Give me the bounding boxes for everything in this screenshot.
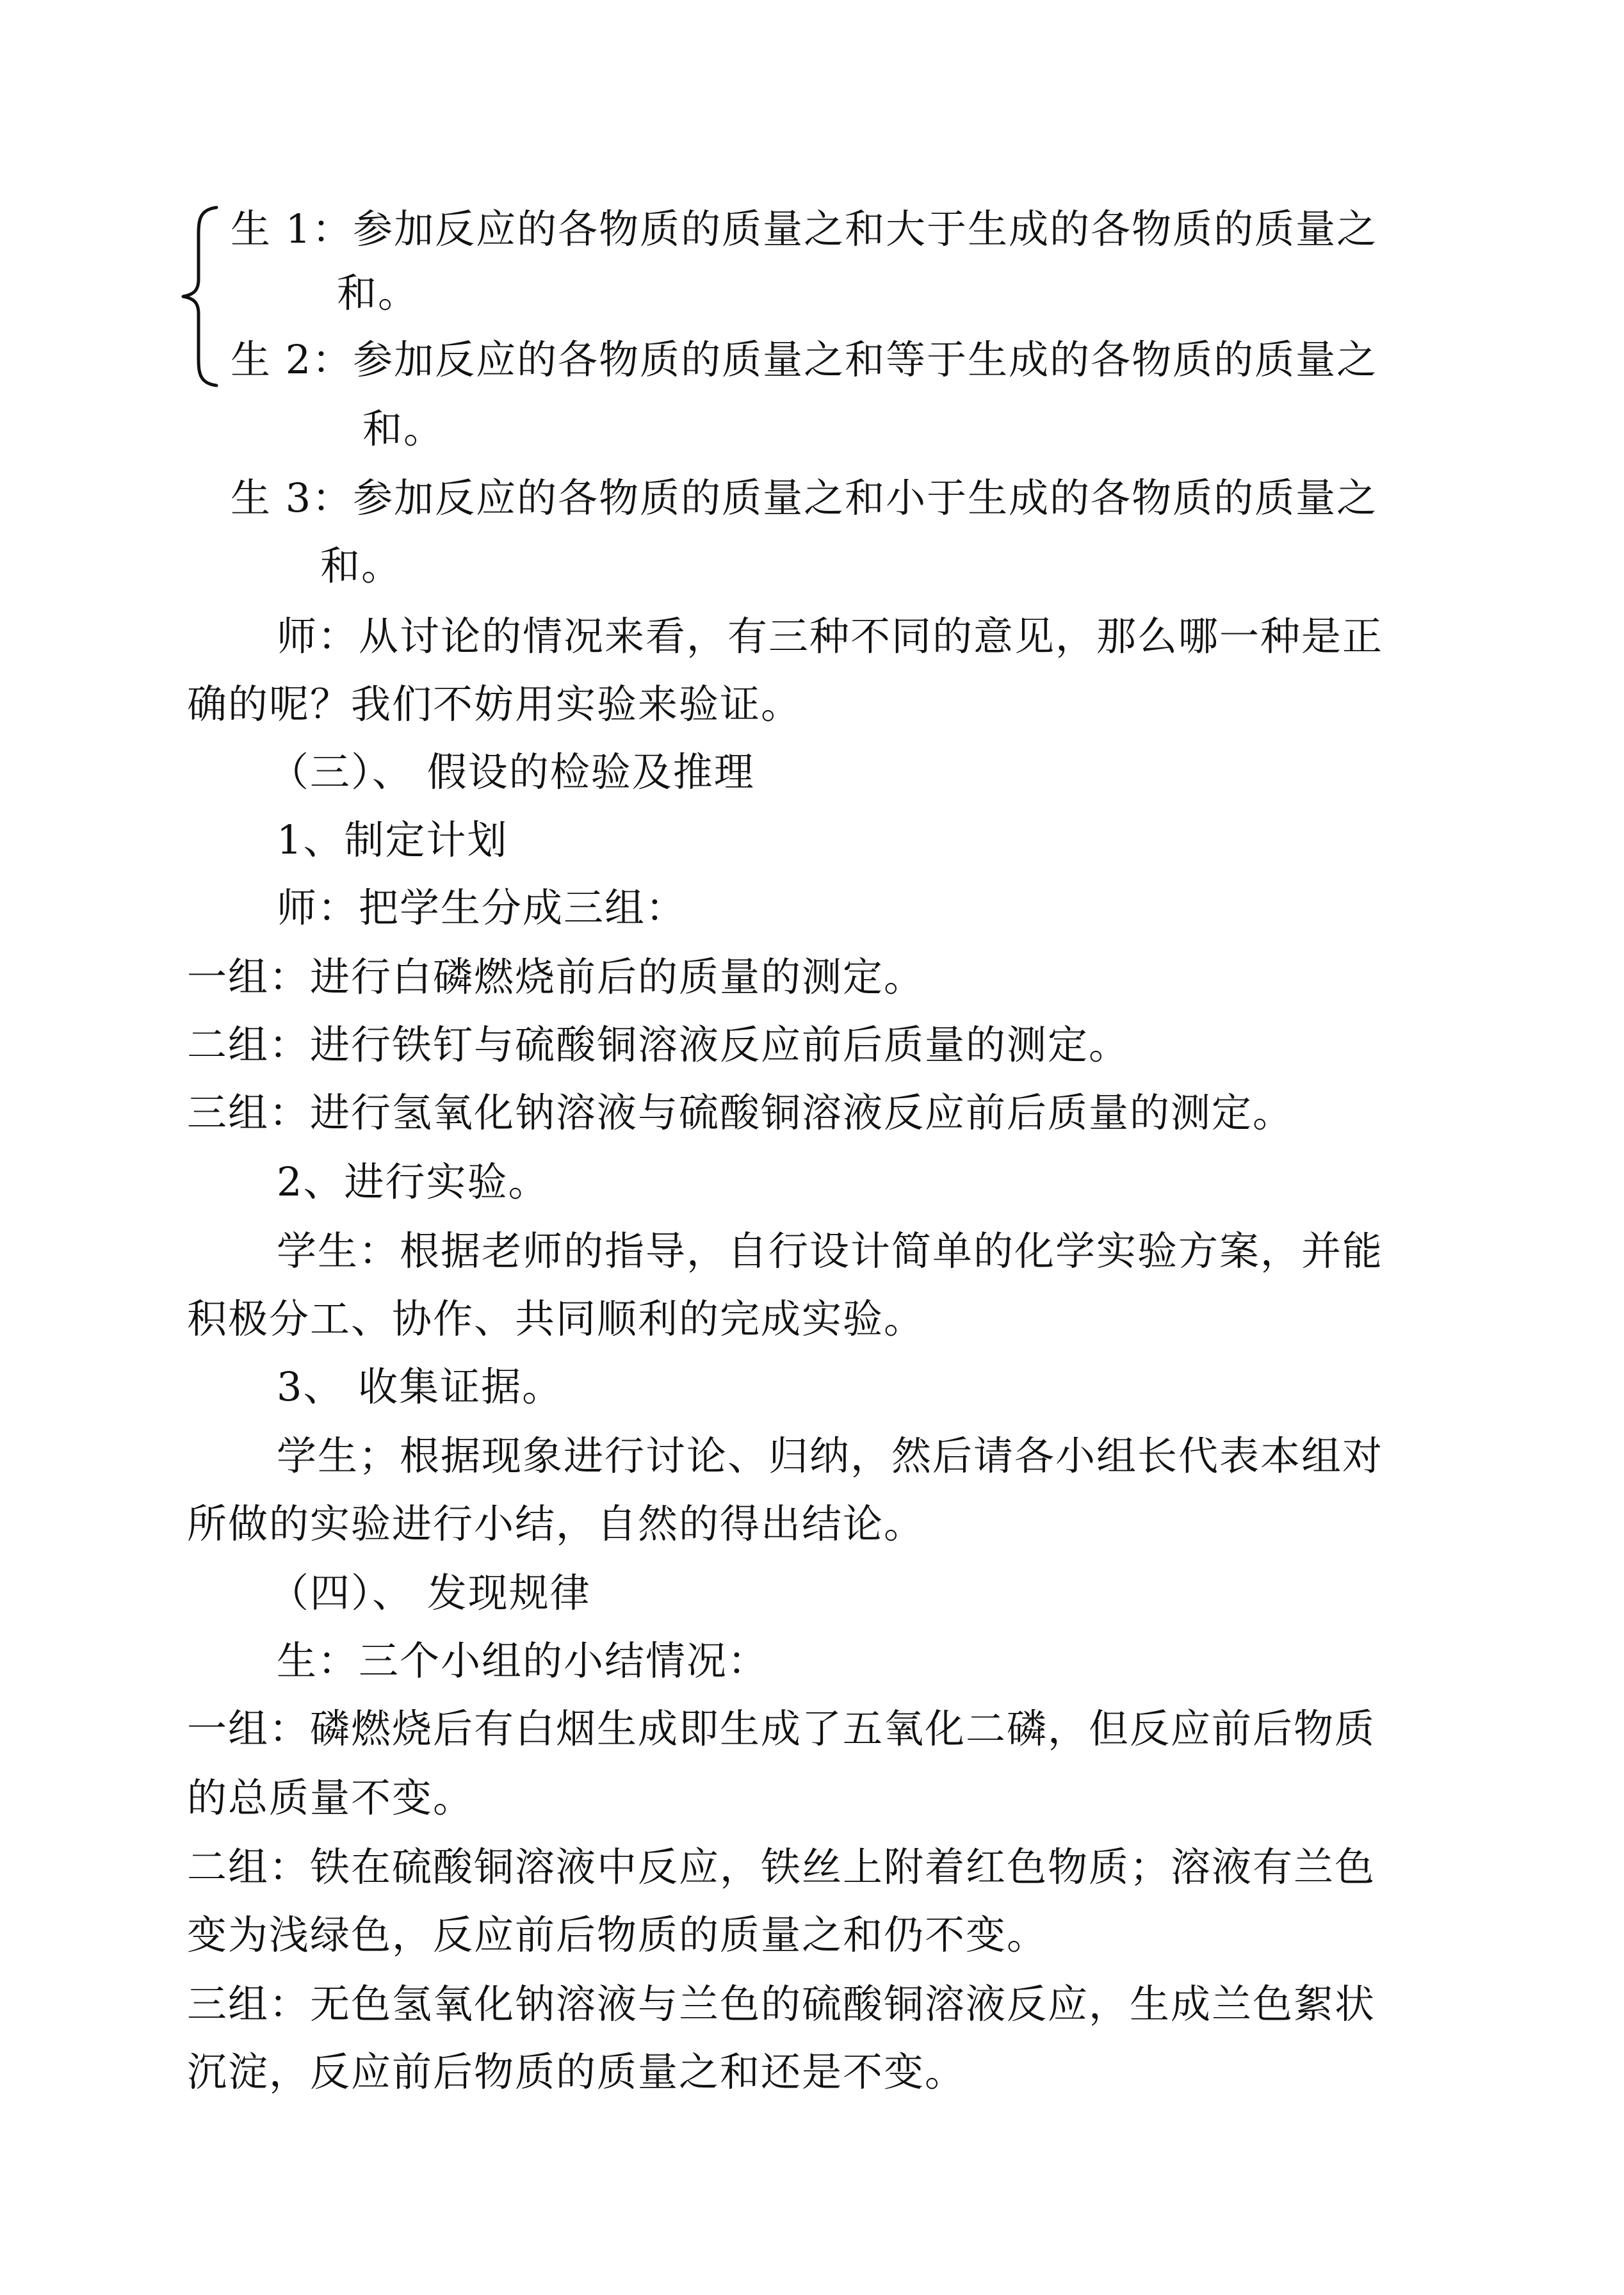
group-1-result-line-1: 一组：磷燃烧后有白烟生成即生成了五氧化二磷，但反应前后物质	[187, 1705, 1376, 1752]
group-1-result-line-2: 的总质量不变。	[187, 1774, 475, 1821]
group-1-plan: 一组：进行白磷燃烧前后的质量的测定。	[187, 953, 925, 1000]
student-3-line-2: 和。	[320, 542, 403, 589]
student-design-line-2: 积极分工、协作、共同顺利的完成实验。	[187, 1295, 925, 1342]
student-design-line-1: 学生：根据老师的指导，自行设计简单的化学实验方案，并能	[277, 1228, 1384, 1274]
step-2-heading: 2、进行实验。	[277, 1158, 549, 1205]
brace-icon	[178, 204, 223, 389]
group-3-result-line-1: 三组：无色氢氧化钠溶液与兰色的硫酸铜溶液反应，生成兰色絮状	[187, 1981, 1376, 2027]
section-heading-3: （三）、 假设的检验及推理	[269, 749, 755, 795]
student-evidence-line-1: 学生；根据现象进行讨论、归纳，然后请各小组长代表本组对	[277, 1432, 1384, 1479]
section-heading-4: （四）、 发现规律	[269, 1569, 591, 1616]
step-1-heading: 1、制定计划	[277, 816, 508, 863]
group-2-result-line-2: 变为浅绿色，反应前后物质的质量之和仍不变。	[187, 1911, 1048, 1958]
group-2-plan: 二组：进行铁钉与硫酸铜溶液反应前后质量的测定。	[187, 1021, 1130, 1068]
student-evidence-line-2: 所做的实验进行小结，自然的得出结论。	[187, 1500, 925, 1547]
student-2-line-1: 生 2：参加反应的各物质的质量之和等于生成的各物质的质量之	[231, 336, 1378, 383]
student-3-line-1: 生 3：参加反应的各物质的质量之和小于生成的各物质的质量之	[231, 474, 1378, 521]
student-1-line-1: 生 1：参加反应的各物质的质量之和大于生成的各物质的质量之	[231, 206, 1378, 252]
group-2-result-line-1: 二组：铁在硫酸铜溶液中反应，铁丝上附着红色物质；溶液有兰色	[187, 1844, 1376, 1890]
group-3-result-line-2: 沉淀，反应前后物质的质量之和还是不变。	[187, 2048, 966, 2095]
teacher-line-2: 确的呢？我们不妨用实验来验证。	[187, 681, 802, 727]
teacher-line-1: 师：从讨论的情况来看，有三种不同的意见，那么哪一种是正	[277, 613, 1384, 660]
teacher-grouping: 师：把学生分成三组：	[277, 884, 687, 931]
student-2-line-2: 和。	[362, 405, 445, 452]
student-summary-intro: 生：三个小组的小结情况：	[277, 1637, 769, 1684]
student-1-line-2: 和。	[337, 270, 419, 316]
step-3-heading: 3、 收集证据。	[277, 1363, 564, 1410]
group-3-plan: 三组：进行氢氧化钠溶液与硫酸铜溶液反应前后质量的测定。	[187, 1089, 1294, 1136]
